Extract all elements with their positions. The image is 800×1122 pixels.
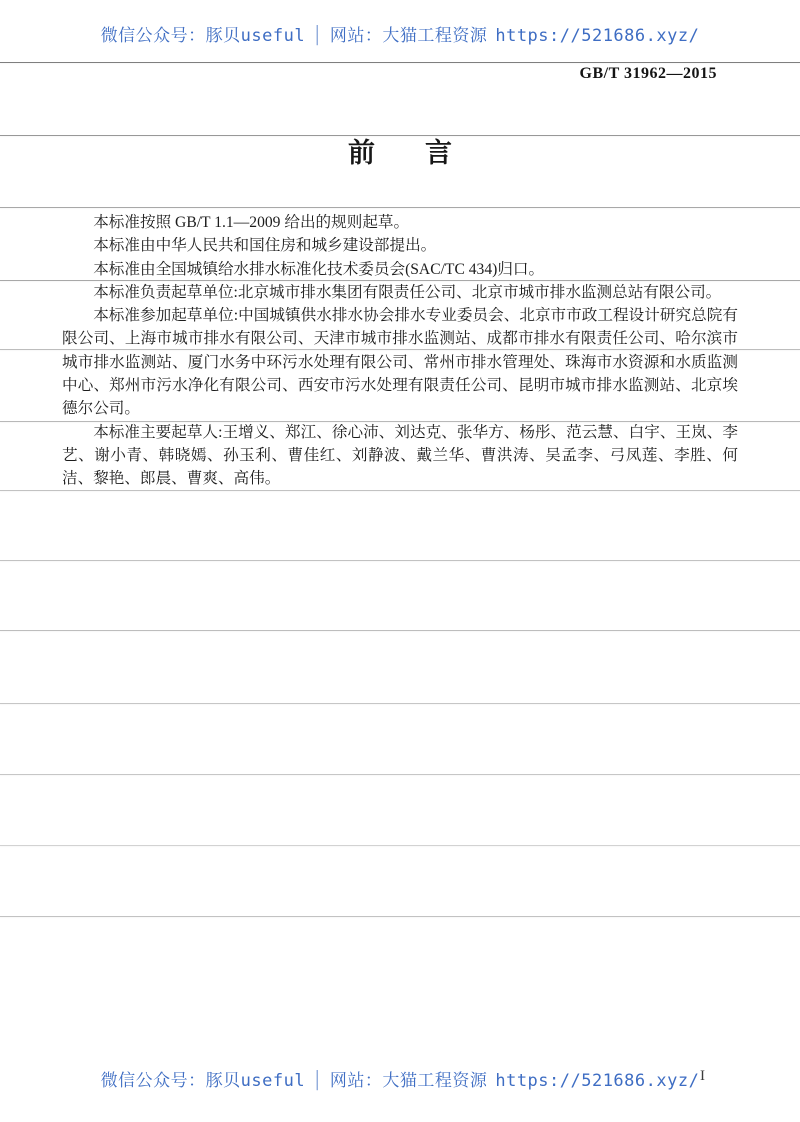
page-number: I — [700, 1068, 705, 1084]
scan-seam-line — [0, 62, 800, 63]
paragraph-proposed-by: 本标准由中华人民共和国住房和城乡建设部提出。 — [93, 237, 437, 255]
scan-seam-line — [0, 280, 800, 281]
page-title-char-1: 前 — [348, 138, 375, 168]
paragraph-committee: 本标准由全国城镇给水排水标准化技术委员会(SAC/TC 434)归口。 — [93, 260, 545, 278]
scan-seam-line — [0, 135, 800, 136]
page-title — [0, 140, 800, 167]
scan-seam-line — [0, 703, 800, 704]
paragraph-drafters: 本标准主要起草人:王增义、郑江、徐心沛、刘达克、张华方、杨彤、范云慧、白宇、王岚、李艺、谢小青、韩晓嫣、孙玉利、曹佳红、刘静波、戴兰华、曹洪涛、吴孟李、弓凤莲、李胜、何洁、黎艳、郎晨、曹爽、高伟。 — [62, 423, 738, 488]
scan-seam-line — [0, 774, 800, 775]
scan-seam-line — [0, 845, 800, 846]
wechat-account: 豚贝useful — [205, 1071, 306, 1091]
paragraph-responsible-units: 本标准负责起草单位:北京城市排水集团有限责任公司、北京市城市排水监测总站有限公司。 — [93, 283, 722, 301]
wechat-label: 微信公众号： — [100, 1071, 206, 1091]
wechat-account: 豚贝useful — [205, 26, 306, 46]
site-label: 网站： — [329, 26, 383, 46]
page-title-char-2: 言 — [425, 138, 452, 168]
scan-seam-line — [0, 630, 800, 631]
scan-seam-line — [0, 349, 800, 350]
scan-seam-line — [0, 421, 800, 422]
wechat-label: 微信公众号： — [100, 26, 206, 46]
site-name: 大猫工程资源 — [382, 1071, 488, 1091]
scan-seam-line — [0, 207, 800, 208]
scan-seam-line — [0, 916, 800, 917]
foreword-body — [62, 211, 738, 491]
paragraph-rules: 本标准按照 GB/T 1.1—2009 给出的规则起草。 — [93, 214, 410, 231]
site-label: 网站： — [329, 1071, 383, 1091]
watermark-separator: │ — [312, 1071, 323, 1091]
scan-seam-line — [0, 490, 800, 491]
standard-code: GB/T 31962—2015 — [579, 65, 717, 82]
site-url: https://521686.xyz/ — [495, 26, 700, 46]
watermark-separator: │ — [312, 26, 323, 46]
scan-seam-line — [0, 560, 800, 561]
paragraph-participating-units: 本标准参加起草单位:中国城镇供水排水协会排水专业委员会、北京市市政工程设计研究总院有限公司、上海市城市排水有限公司、天津市城市排水监测站、成都市排水有限责任公司、哈尔滨市城市排水监测站、厦门水务中环污水处理有限公司、常州市排水管理处、珠海市水资源和水质监测中心、郑州市污水净化有限公司、西安市污水处理有限责任公司、昆明市城市排水监测站、北京埃德尔公司。 — [62, 307, 738, 418]
site-url: https://521686.xyz/ — [495, 1071, 700, 1091]
watermark-bottom — [0, 1066, 800, 1091]
site-name: 大猫工程资源 — [382, 26, 488, 46]
watermark-top — [0, 21, 800, 46]
